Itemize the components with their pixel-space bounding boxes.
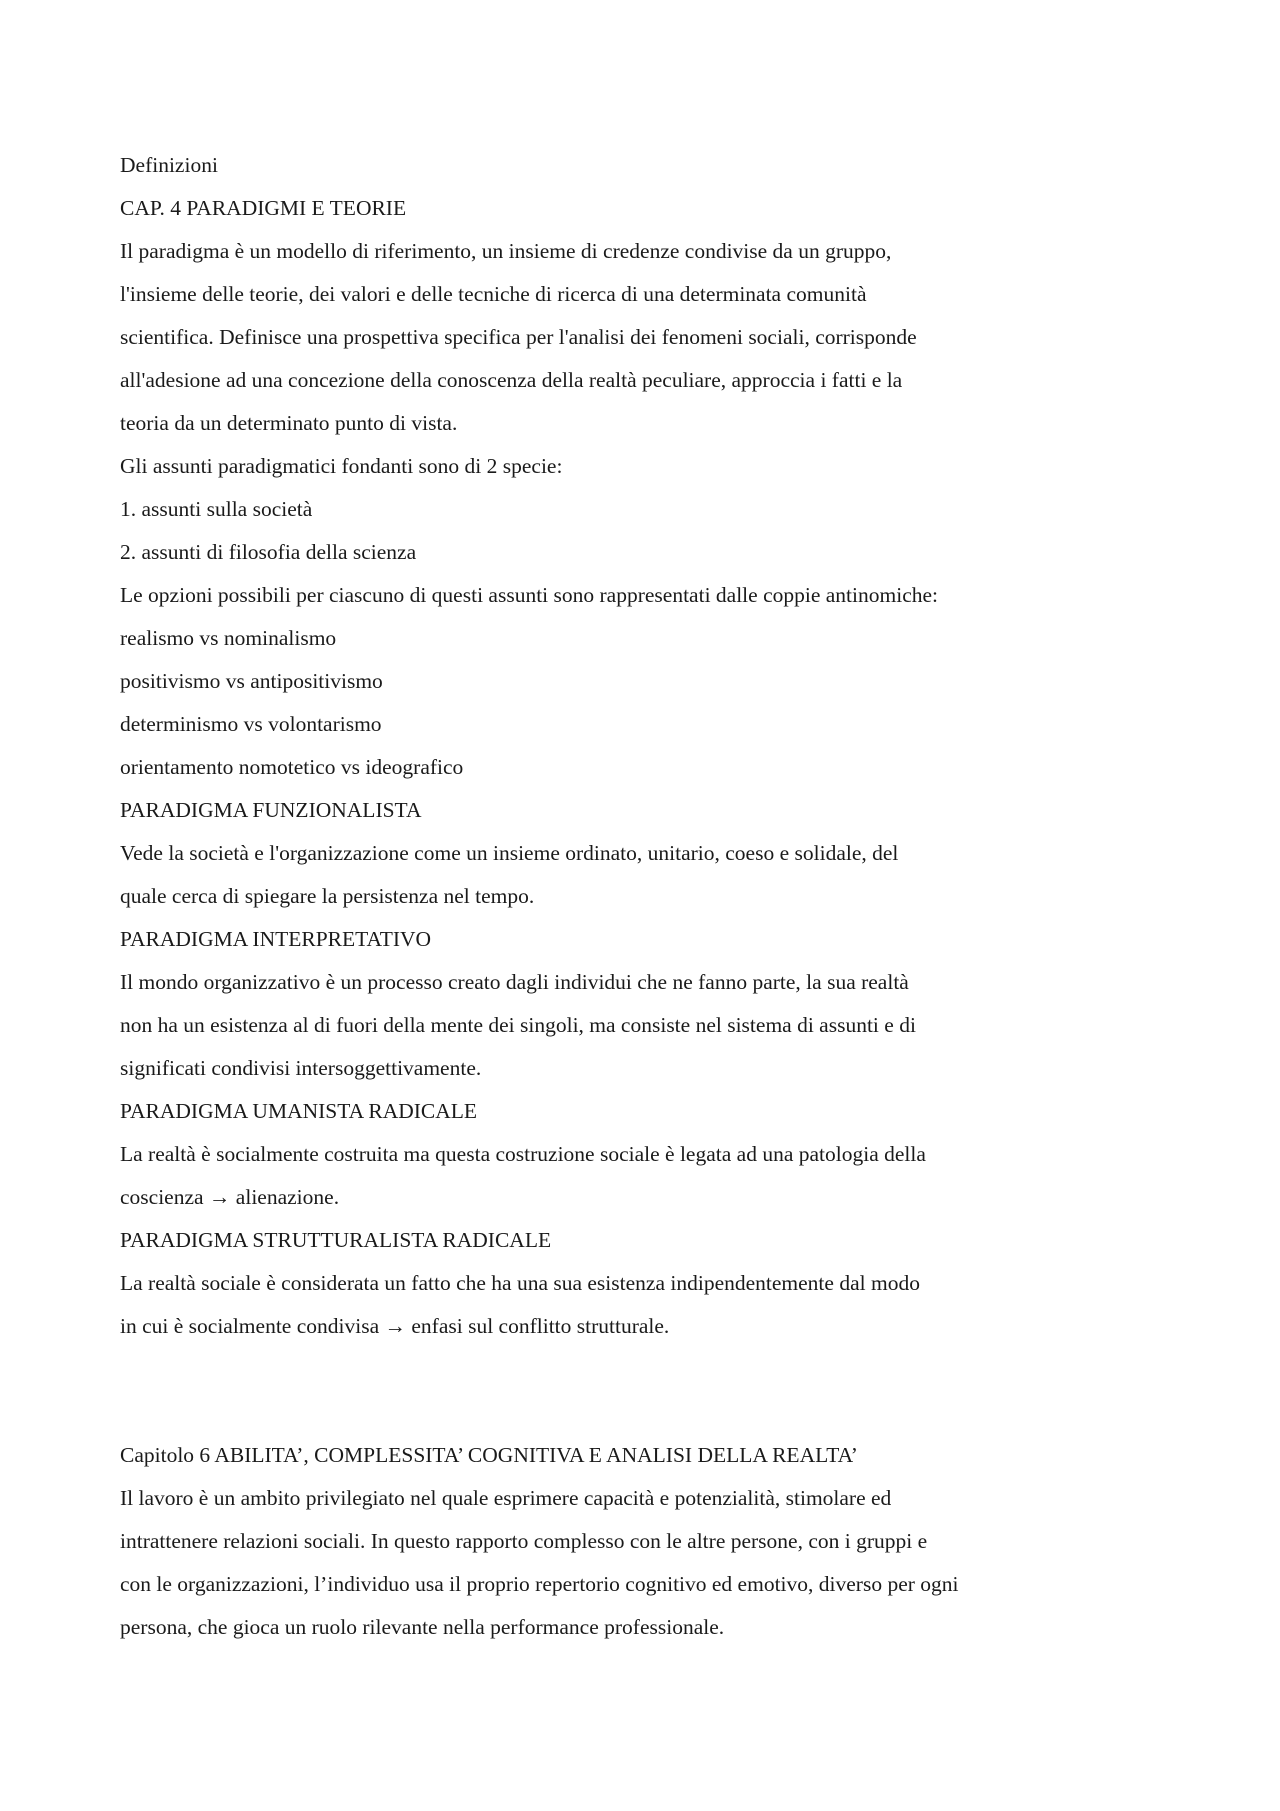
text-line: coscienza → alienazione. — [120, 1185, 340, 1209]
text-line: PARADIGMA INTERPRETATIVO — [120, 927, 432, 951]
text-line: scientifica. Definisce una prospettiva specifica per l'analisi dei fenomeni sociali, corrisponde — [120, 325, 917, 349]
text-line: 1. assunti sulla società — [120, 497, 313, 521]
text-line: CAP. 4 PARADIGMI E TEORIE — [120, 196, 407, 220]
text-line: orientamento nomotetico vs ideografico — [120, 755, 464, 779]
section-capitolo-6 — [120, 1434, 1160, 1649]
text-line: con le organizzazioni, l’individuo usa il proprio repertorio cognitivo ed emotivo, diverso per ogni — [120, 1572, 959, 1596]
text-line: Il paradigma è un modello di riferimento, un insieme di credenze condivise da un gruppo, — [120, 239, 892, 263]
text-line: Capitolo 6 ABILITA’, COMPLESSITA’ COGNITIVA E ANALISI DELLA REALTA’ — [120, 1443, 858, 1467]
text-line: teoria da un determinato punto di vista. — [120, 411, 458, 435]
section-paradigmi — [120, 144, 1160, 1348]
text-line: intrattenere relazioni sociali. In questo rapporto complesso con le altre persone, con i gruppi e — [120, 1529, 928, 1553]
text-line: PARADIGMA UMANISTA RADICALE — [120, 1099, 478, 1123]
text-line: all'adesione ad una concezione della conoscenza della realtà peculiare, approccia i fatti e la — [120, 368, 903, 392]
document-body — [120, 144, 1160, 1649]
text-line: Il mondo organizzativo è un processo creato dagli individui che ne fanno parte, la sua realtà — [120, 970, 909, 994]
text-line: significati condivisi intersoggettivamente. — [120, 1056, 482, 1080]
section-gap — [120, 1348, 1160, 1434]
text-line: quale cerca di spiegare la persistenza nel tempo. — [120, 884, 535, 908]
text-line: positivismo vs antipositivismo — [120, 669, 383, 693]
text-line: La realtà è socialmente costruita ma questa costruzione sociale è legata ad una patologia della — [120, 1142, 926, 1166]
text-line: La realtà sociale è considerata un fatto che ha una sua esistenza indipendentemente dal modo — [120, 1271, 920, 1295]
text-line: PARADIGMA FUNZIONALISTA — [120, 798, 422, 822]
text-line: PARADIGMA STRUTTURALISTA RADICALE — [120, 1228, 552, 1252]
text-line: non ha un esistenza al di fuori della mente dei singoli, ma consiste nel sistema di assunti e di — [120, 1013, 916, 1037]
text-line: l'insieme delle teorie, dei valori e delle tecniche di ricerca di una determinata comunità — [120, 282, 867, 306]
text-line: in cui è socialmente condivisa → enfasi sul conflitto strutturale. — [120, 1314, 670, 1338]
text-line: Vede la società e l'organizzazione come un insieme ordinato, unitario, coeso e solidale, del — [120, 841, 899, 865]
text-line: determinismo vs volontarismo — [120, 712, 382, 736]
text-line: Definizioni — [120, 153, 218, 177]
text-line: 2. assunti di filosofia della scienza — [120, 540, 417, 564]
text-line: Le opzioni possibili per ciascuno di questi assunti sono rappresentati dalle coppie antinomiche: — [120, 583, 938, 607]
text-line: Il lavoro è un ambito privilegiato nel quale esprimere capacità e potenzialità, stimolare ed — [120, 1486, 892, 1510]
text-line: realismo vs nominalismo — [120, 626, 337, 650]
text-line: Gli assunti paradigmatici fondanti sono di 2 specie: — [120, 454, 563, 478]
text-line: persona, che gioca un ruolo rilevante nella performance professionale. — [120, 1615, 725, 1639]
